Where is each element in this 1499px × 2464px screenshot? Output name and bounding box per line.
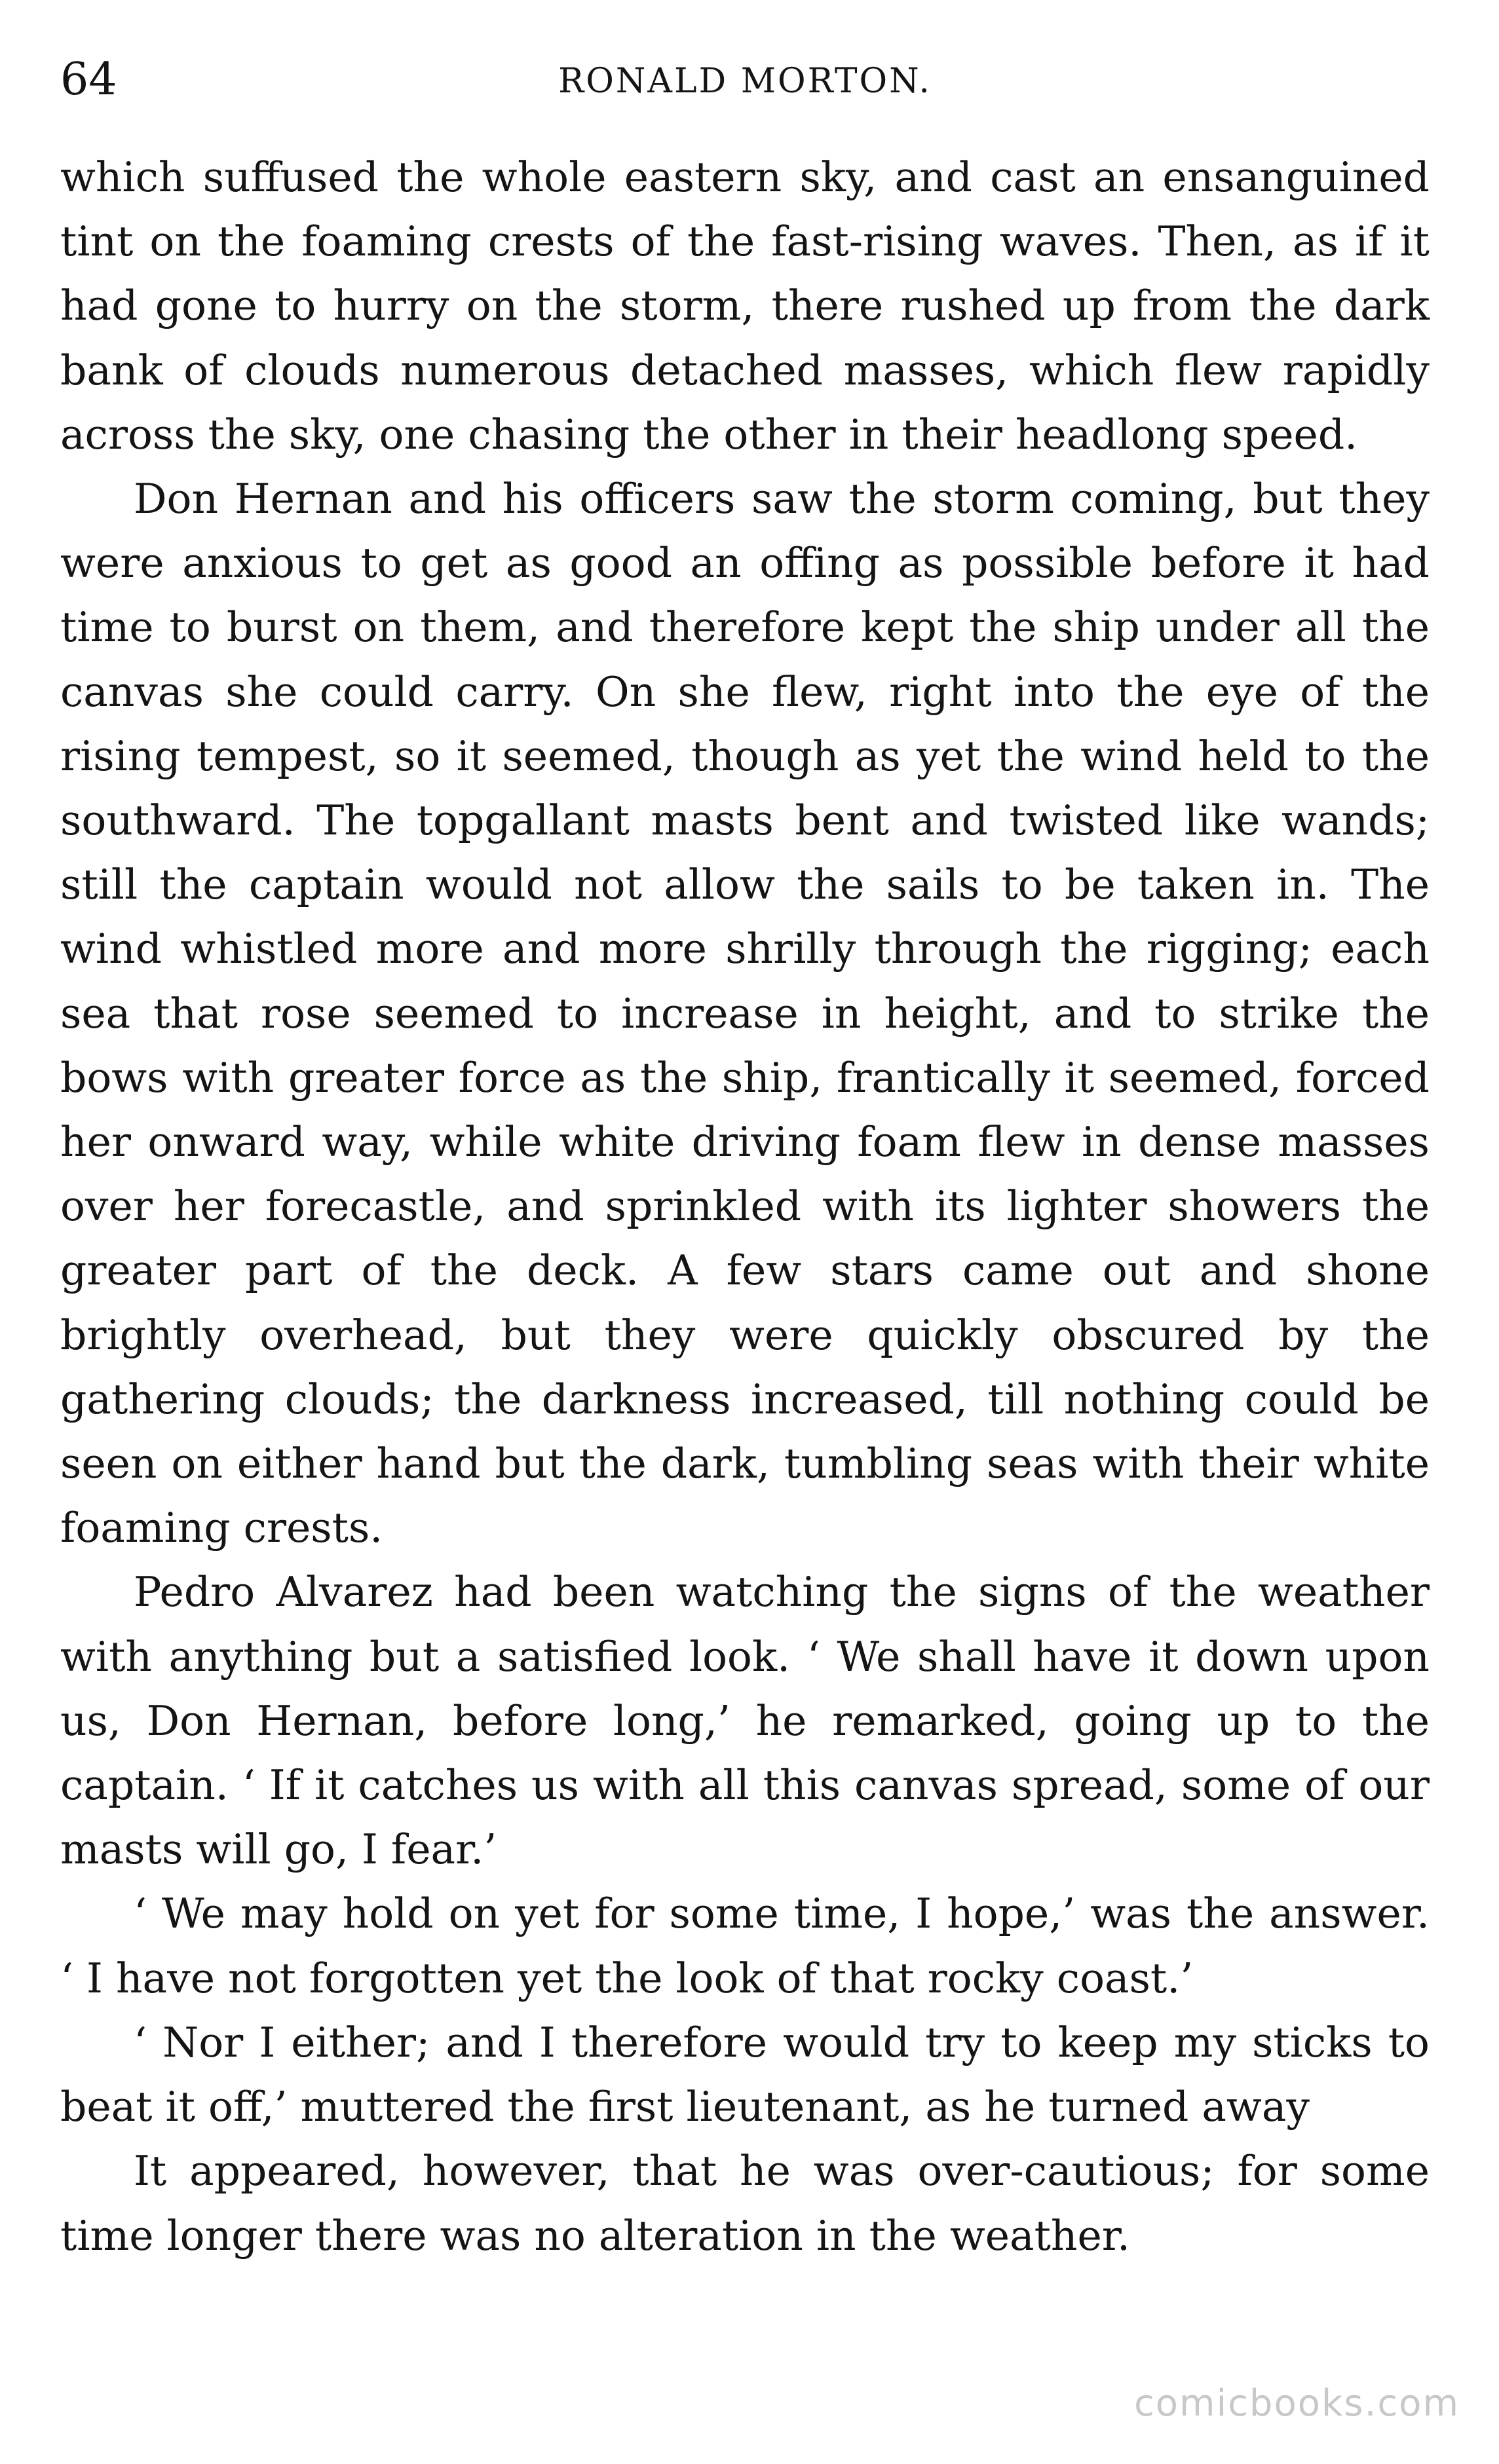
page-number: 64 [60,54,117,105]
paragraph-2: Don Hernan and his officers saw the storm coming, but they were anxious to get as good an offing as possible before it had time to burst on them, and therefore kept the ship under all the canvas she could carry. On she flew, right into the eye of the rising tempest, so it seemed, though as yet the wind held to the southward. The topgallant masts bent and twisted like wands; still the captain would not allow the sails to be taken in. The wind whistled more and more shrilly through the rigging; each sea that rose seemed to increase in height, and to strike the bows with greater force as the ship, frantically it seemed, forced her onward way, while white driving foam flew in dense masses over her forecastle, and sprinkled with its lighter showers the greater part of the deck. A few stars came out and shone brightly overhead, but they were quickly obscured by the gathering clouds; the darkness increased, till nothing could be seen on either hand but the dark, tumbling seas with their white foaming crests. [60,475,1430,1552]
paragraph-1: which suffused the whole eastern sky, and cast an ensanguined tint on the foaming crests of the fast-rising waves. Then, as if it had gone to hurry on the storm, there rushed up from the dark bank of clouds numerous detached masses, which flew rapidly across the sky, one chasing the other in their headlong speed. [60,153,1430,458]
running-head: RONALD MORTON. [558,62,932,101]
paragraph-4: ‘ We may hold on yet for some time, I hope,’ was the answer. ‘ I have not forgotten yet the look of that rocky coast.’ [60,1890,1430,2002]
paragraph-5: ‘ Nor I either; and I therefore would try to keep my sticks to beat it off,’ muttered the first lieutenant, as he turned away [60,2018,1430,2131]
page-header [60,54,1430,123]
body-text [60,145,1430,2268]
paragraph-6: It appeared, however, that he was over-cautious; for some time longer there was no alteration in the weather. [60,2147,1430,2260]
paragraph-3: Pedro Alvarez had been watching the signs of the weather with anything but a satisfied look. ‘ We shall have it down upon us, Don Hernan, before long,’ he remarked, going up to the captain. ‘ If it catches us with all this canvas spread, some of our masts will go, I fear.’ [60,1568,1430,1874]
watermark-logo: comicbooks.com [1133,2382,1460,2425]
